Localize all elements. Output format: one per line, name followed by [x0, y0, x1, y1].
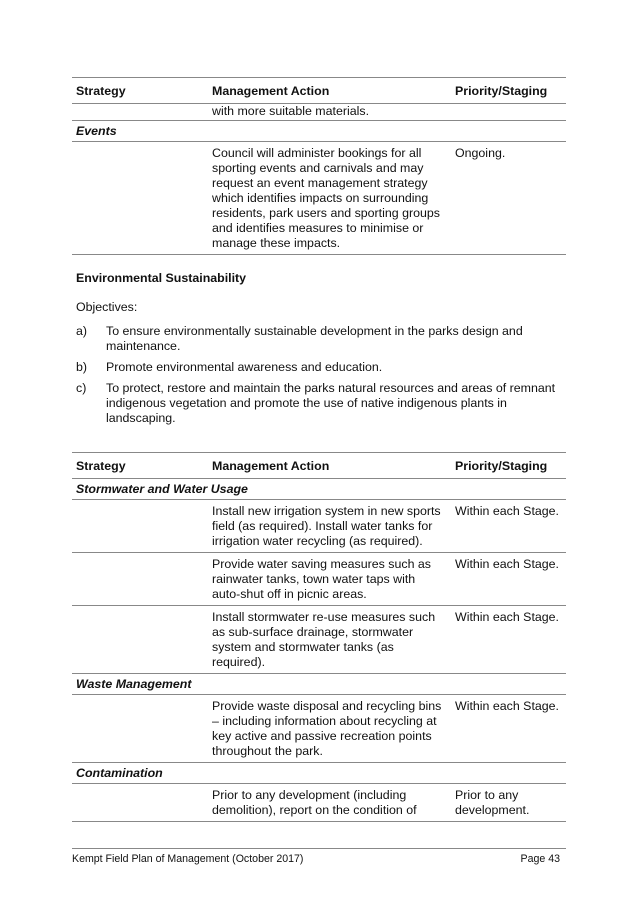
- action-cell: Provide waste disposal and recycling bins – including information about recycling at key active and passive recreation points throughout the park.: [208, 695, 451, 763]
- management-table-top: [72, 77, 566, 255]
- table-header-row: [72, 453, 566, 479]
- section-title: Stormwater and Water Usage: [72, 479, 566, 500]
- section-title: Waste Management: [72, 674, 566, 695]
- strategy-cell: [72, 553, 208, 606]
- table-row: [72, 142, 566, 255]
- objectives-label: Objectives:: [76, 300, 138, 314]
- section-title: Contamination: [72, 763, 566, 784]
- list-item: [76, 381, 556, 426]
- list-text: To protect, restore and maintain the parks natural resources and areas of remnant indigenous vegetation and promote the use of native indigenous plants in landscaping.: [106, 381, 556, 425]
- table-row: [72, 784, 566, 822]
- section-row-waste: [72, 674, 566, 695]
- objectives-list: [76, 324, 556, 432]
- strategy-cell: [72, 500, 208, 553]
- priority-cell: Ongoing.: [451, 142, 566, 255]
- page-number: Page 43: [520, 853, 560, 865]
- footer-document-title: Kempt Field Plan of Management (October 2017): [72, 853, 304, 865]
- header-management-action: Management Action: [208, 78, 451, 104]
- header-priority-staging: Priority/Staging: [451, 453, 566, 479]
- list-marker: a): [76, 324, 88, 338]
- strategy-cell: [72, 606, 208, 674]
- list-item: [76, 324, 556, 354]
- header-management-action: Management Action: [208, 453, 451, 479]
- list-item: [76, 360, 556, 375]
- table-header-row: [72, 78, 566, 104]
- list-marker: b): [76, 360, 88, 374]
- action-cell: Install new irrigation system in new sports field (as required). Install water tanks for irrigation water recycling (as required).: [208, 500, 451, 553]
- action-cell: Install stormwater re-use measures such as sub-surface drainage, stormwater system and stormwater tanks (as required).: [208, 606, 451, 674]
- table-row: [72, 606, 566, 674]
- action-cell: Council will administer bookings for all sporting events and carnivals and may request an event management strategy which identifies impacts on surrounding residents, park users and sporting groups and identifies measures to minimise or manage these impacts.: [208, 142, 451, 255]
- section-heading: Environmental Sustainability: [76, 271, 247, 285]
- header-priority-staging: Priority/Staging: [451, 78, 566, 104]
- priority-cell: Within each Stage.: [451, 553, 566, 606]
- management-table-bottom: [72, 452, 566, 822]
- strategy-cell: [72, 784, 208, 822]
- table-row: [72, 553, 566, 606]
- section-row-stormwater: [72, 479, 566, 500]
- priority-cell: Within each Stage.: [451, 500, 566, 553]
- section-title: Events: [72, 121, 566, 142]
- section-row-events: [72, 121, 566, 142]
- action-cell: Prior to any development (including demolition), report on the condition of: [208, 784, 451, 822]
- section-row-contamination: [72, 763, 566, 784]
- table-row: [72, 500, 566, 553]
- priority-cell: Within each Stage.: [451, 695, 566, 763]
- table-row: [72, 104, 566, 121]
- priority-cell: [451, 104, 566, 121]
- header-strategy: Strategy: [72, 453, 208, 479]
- list-marker: c): [76, 381, 87, 395]
- table-row: [72, 695, 566, 763]
- action-cell: Provide water saving measures such as rainwater tanks, town water taps with auto-shut off in picnic areas.: [208, 553, 451, 606]
- page-footer: [72, 848, 566, 865]
- action-cell: with more suitable materials.: [208, 104, 451, 121]
- header-strategy: Strategy: [72, 78, 208, 104]
- strategy-cell: [72, 695, 208, 763]
- strategy-cell: [72, 142, 208, 255]
- list-text: To ensure environmentally sustainable development in the parks design and maintenance.: [106, 324, 523, 353]
- list-text: Promote environmental awareness and education.: [106, 360, 383, 374]
- priority-cell: Prior to any development.: [451, 784, 566, 822]
- priority-cell: Within each Stage.: [451, 606, 566, 674]
- strategy-cell: [72, 104, 208, 121]
